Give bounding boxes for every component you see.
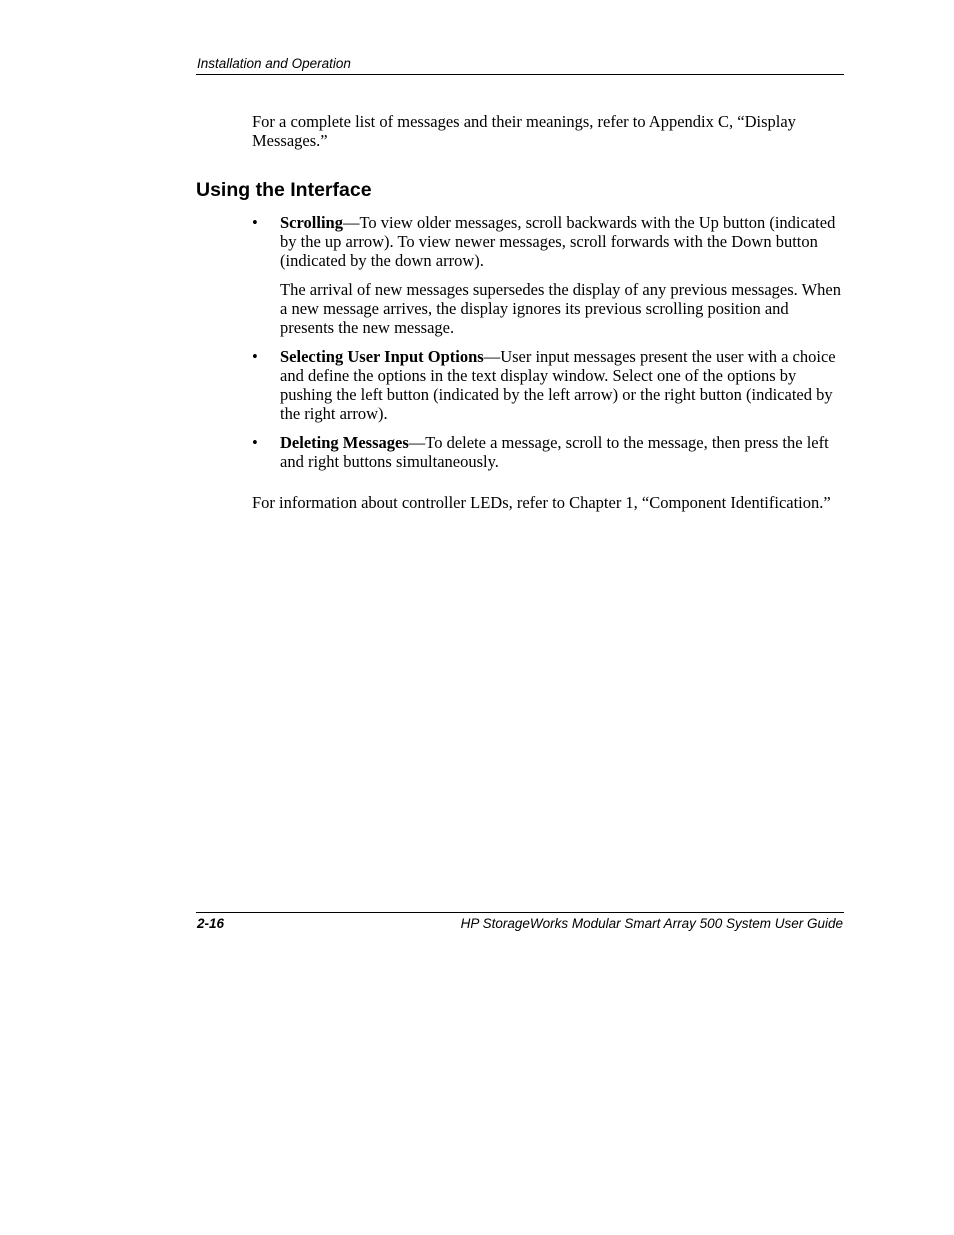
list-item-scrolling <box>252 213 844 337</box>
section-heading: Using the Interface <box>196 179 372 201</box>
bullet-paragraph <box>280 433 844 471</box>
bullet-icon: • <box>252 213 258 232</box>
bullet-text: —User input messages present the user with a choice and define the options in the text display window. Select one of the options by pushing the left button (indicated by the left arrow) or the right button (indicated by the right arrow). <box>280 347 836 423</box>
intro-paragraph: For a complete list of messages and their meanings, refer to Appendix C, “Display Messages.” <box>252 112 796 150</box>
bullet-term: Scrolling <box>280 213 343 232</box>
bullet-text: —To delete a message, scroll to the message, then press the left and right buttons simultaneously. <box>280 433 829 471</box>
list-item-deleting-messages <box>252 433 844 471</box>
list-item-selecting-options <box>252 347 844 423</box>
page-footer <box>196 912 844 935</box>
bullet-list <box>252 213 844 481</box>
bullet-term: Selecting User Input Options <box>280 347 484 366</box>
bullet-text: —To view older messages, scroll backwards with the Up button (indicated by the up arrow). To view newer messages, scroll forwards with the Down button (indicated by the down arrow). <box>280 213 836 270</box>
bullet-paragraph <box>280 213 844 270</box>
bullet-icon: • <box>252 433 258 452</box>
bullet-term: Deleting Messages <box>280 433 409 452</box>
guide-title: HP StorageWorks Modular Smart Array 500 System User Guide <box>460 916 843 931</box>
running-title: Installation and Operation <box>197 56 351 71</box>
bullet-icon: • <box>252 347 258 366</box>
page-header <box>196 55 844 75</box>
page-number: 2-16 <box>197 916 225 931</box>
bullet-continuation: The arrival of new messages supersedes the display of any previous messages. When a new message arrives, the display ignores its previous scrolling position and presents the new message. <box>280 280 841 337</box>
outro-paragraph: For information about controller LEDs, refer to Chapter 1, “Component Identification.” <box>252 493 831 512</box>
bullet-paragraph <box>280 347 844 423</box>
